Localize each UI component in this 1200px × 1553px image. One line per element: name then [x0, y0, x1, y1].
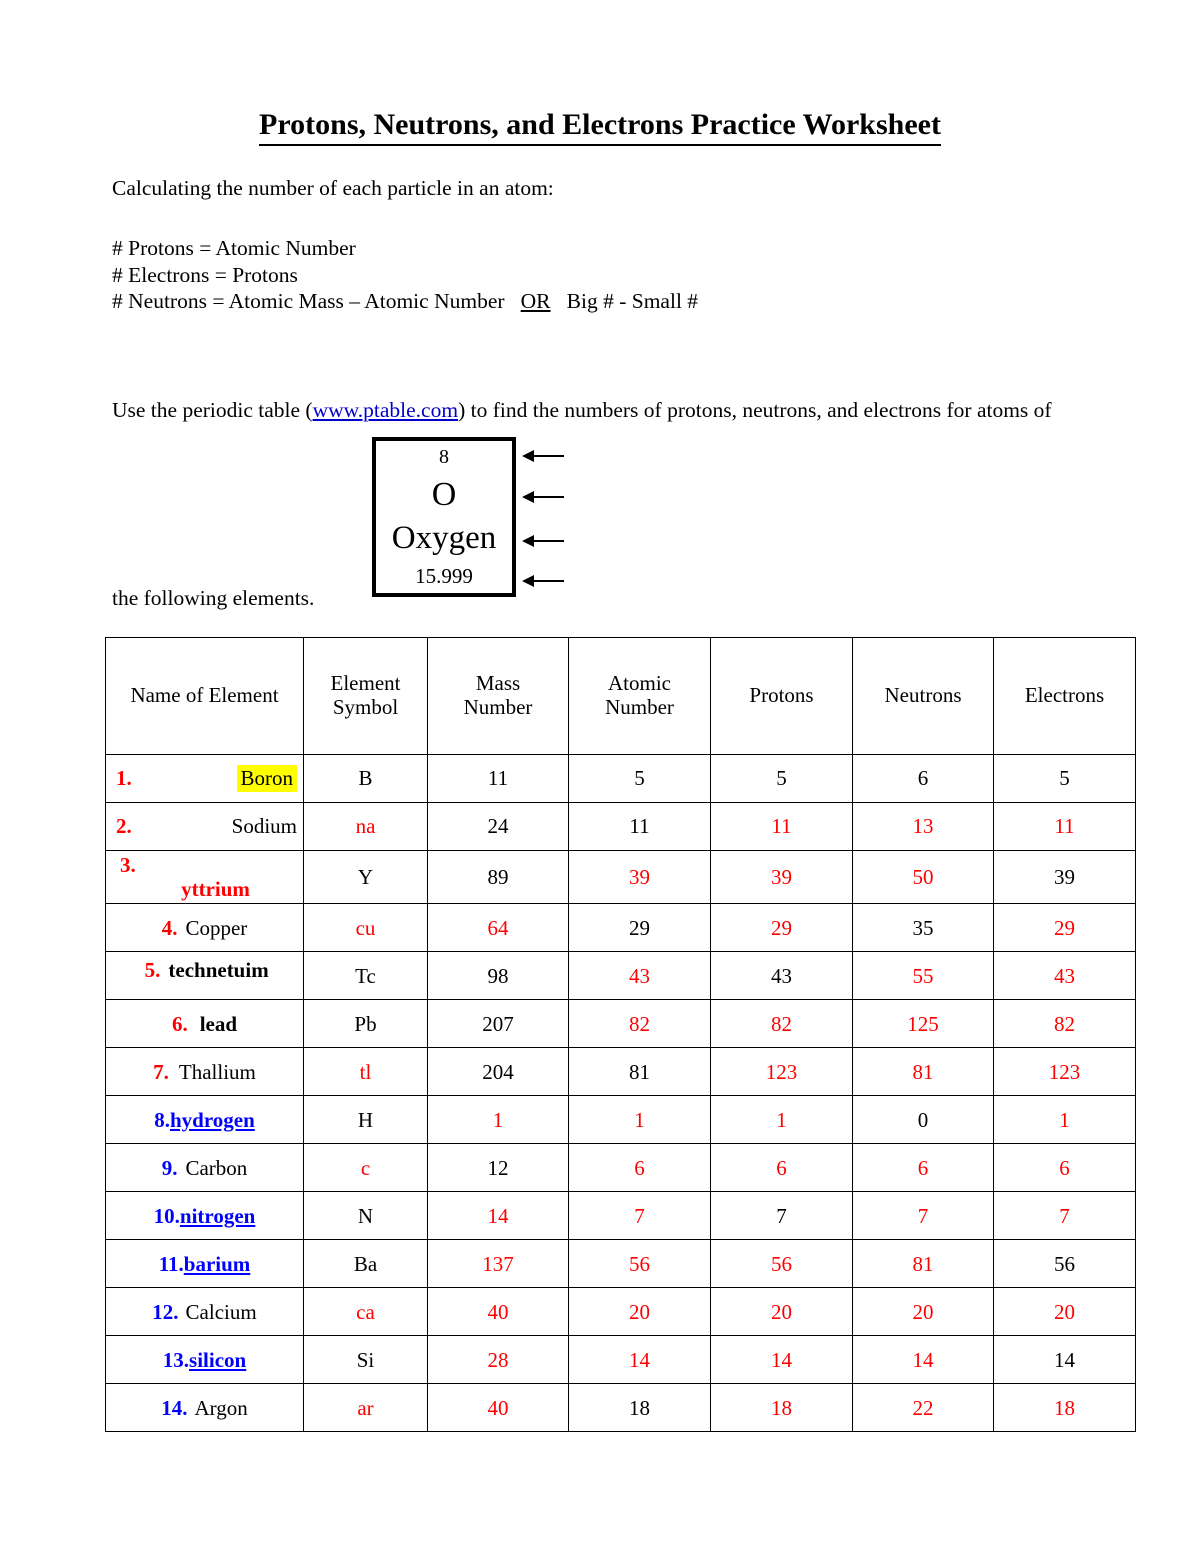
cell-protons: 14 [711, 1336, 853, 1384]
formula-protons: # Protons = Atomic Number [112, 236, 356, 260]
row-index: 11. [158, 1251, 184, 1276]
cell-electrons: 29 [994, 904, 1136, 952]
cell-protons: 18 [711, 1384, 853, 1432]
arrow-left-icon [520, 534, 564, 548]
cell-protons: 29 [711, 904, 853, 952]
element-name: hydrogen [169, 1107, 255, 1132]
row-index: 13. [162, 1347, 190, 1372]
cell-protons: 39 [711, 851, 853, 904]
cell-atomic-number: 81 [569, 1048, 711, 1096]
cell-electrons: 43 [994, 952, 1136, 1000]
cell-element-symbol: tl [304, 1048, 428, 1096]
cell-element-name [106, 1000, 304, 1048]
formula-neutrons-or: OR [520, 289, 551, 313]
cell-atomic-number: 6 [569, 1144, 711, 1192]
cell-atomic-number: 18 [569, 1384, 711, 1432]
table-row [106, 1144, 1136, 1192]
element-name: Carbon [185, 1155, 248, 1180]
cell-mass-number: 1 [428, 1096, 569, 1144]
table-row [106, 1384, 1136, 1432]
cell-electrons: 7 [994, 1192, 1136, 1240]
cell-atomic-number: 20 [569, 1288, 711, 1336]
table-row [106, 952, 1136, 1000]
arrow-left-icon [520, 574, 564, 588]
cell-electrons: 5 [994, 755, 1136, 803]
cell-atomic-number: 29 [569, 904, 711, 952]
row-index: 14. [161, 1395, 188, 1420]
cell-protons: 82 [711, 1000, 853, 1048]
row-index: 9. [161, 1155, 178, 1180]
cell-atomic-number: 5 [569, 755, 711, 803]
cell-element-name [106, 1288, 304, 1336]
cell-protons: 20 [711, 1288, 853, 1336]
table-row [106, 1336, 1136, 1384]
table-row [106, 1096, 1136, 1144]
cell-protons: 56 [711, 1240, 853, 1288]
instruction-line [112, 398, 1052, 423]
element-box-atomic-number: 8 [439, 446, 449, 468]
cell-neutrons: 81 [853, 1048, 994, 1096]
column-header-neutrons [853, 638, 994, 755]
cell-element-name [106, 755, 304, 803]
cell-neutrons: 6 [853, 755, 994, 803]
cell-mass-number: 98 [428, 952, 569, 1000]
table-row [106, 755, 1136, 803]
cell-element-name [106, 1192, 304, 1240]
table-row [106, 1048, 1136, 1096]
formula-electrons: # Electrons = Protons [112, 262, 298, 287]
instruction-after-link: ) to find the numbers of protons, neutrons, and electrons for atoms of [458, 398, 1052, 422]
cell-element-symbol: Pb [304, 1000, 428, 1048]
page-title [0, 108, 1200, 146]
row-index: 4. [161, 915, 178, 940]
formula-block [112, 235, 698, 315]
cell-electrons: 14 [994, 1336, 1136, 1384]
column-header-atomic-line1: Atomic [608, 671, 671, 696]
element-name: yttrium [181, 877, 250, 902]
cell-mass-number: 11 [428, 755, 569, 803]
column-header-name [106, 638, 304, 755]
cell-element-symbol: Si [304, 1336, 428, 1384]
cell-element-symbol: B [304, 755, 428, 803]
row-index: 3. [120, 853, 136, 877]
ptable-link[interactable]: www.ptable.com [312, 398, 459, 422]
cell-electrons: 20 [994, 1288, 1136, 1336]
cell-element-symbol: Tc [304, 952, 428, 1000]
element-box-atomic-mass: 15.999 [415, 563, 473, 588]
cell-atomic-number: 11 [569, 803, 711, 851]
cell-electrons: 6 [994, 1144, 1136, 1192]
row-index: 12. [152, 1299, 179, 1324]
row-index: 8. [154, 1107, 170, 1132]
cell-atomic-number: 7 [569, 1192, 711, 1240]
cell-mass-number: 40 [428, 1288, 569, 1336]
cell-neutrons: 35 [853, 904, 994, 952]
cell-mass-number: 64 [428, 904, 569, 952]
cell-atomic-number: 56 [569, 1240, 711, 1288]
element-name: Copper [185, 915, 248, 940]
element-name: Calcium [185, 1299, 257, 1324]
intro-text: Calculating the number of each particle in an atom: [112, 176, 554, 200]
cell-protons: 1 [711, 1096, 853, 1144]
row-index: 7. [153, 1059, 169, 1084]
cell-atomic-number: 1 [569, 1096, 711, 1144]
cell-element-name [106, 1048, 304, 1096]
element-box-diagram [372, 437, 516, 597]
table-row [106, 904, 1136, 952]
column-header-protons [711, 638, 853, 755]
cell-protons: 11 [711, 803, 853, 851]
element-box-arrows [520, 437, 570, 597]
cell-neutrons: 81 [853, 1240, 994, 1288]
row-index: 5. [144, 958, 161, 983]
column-header-atomic-number [569, 638, 711, 755]
cell-element-symbol: ca [304, 1288, 428, 1336]
element-name: barium [183, 1251, 251, 1276]
cell-neutrons: 20 [853, 1288, 994, 1336]
formula-neutrons [112, 288, 698, 315]
column-header-symbol [304, 638, 428, 755]
cell-neutrons: 14 [853, 1336, 994, 1384]
column-header-mass-line2: Number [463, 695, 533, 719]
cell-protons: 7 [711, 1192, 853, 1240]
cell-electrons: 123 [994, 1048, 1136, 1096]
cell-neutrons: 22 [853, 1384, 994, 1432]
cell-element-symbol: N [304, 1192, 428, 1240]
arrow-left-icon [520, 490, 564, 504]
cell-neutrons: 6 [853, 1144, 994, 1192]
column-header-atomic-line2: Number [605, 695, 674, 719]
column-header-electrons [994, 638, 1136, 755]
column-header-protons-line1: Protons [749, 683, 814, 708]
cell-mass-number: 40 [428, 1384, 569, 1432]
element-name: Argon [194, 1395, 248, 1420]
row-index: 1. [116, 766, 132, 791]
elements-table [105, 637, 1136, 1432]
instruction-before-link: Use the periodic table ( [112, 398, 313, 422]
column-header-symbol-line2: Symbol [332, 695, 399, 719]
cell-protons: 43 [711, 952, 853, 1000]
cell-atomic-number: 43 [569, 952, 711, 1000]
cell-neutrons: 0 [853, 1096, 994, 1144]
cell-mass-number: 12 [428, 1144, 569, 1192]
cell-mass-number: 28 [428, 1336, 569, 1384]
table-row [106, 1192, 1136, 1240]
cell-mass-number: 207 [428, 1000, 569, 1048]
cell-neutrons: 125 [853, 1000, 994, 1048]
cell-neutrons: 13 [853, 803, 994, 851]
cell-neutrons: 55 [853, 952, 994, 1000]
table-row [106, 1240, 1136, 1288]
formula-neutrons-main: # Neutrons = Atomic Mass – Atomic Number [112, 289, 505, 313]
page-title-text: Protons, Neutrons, and Electrons Practice Worksheet [259, 108, 941, 146]
element-name: silicon [189, 1347, 247, 1372]
cell-element-symbol: na [304, 803, 428, 851]
cell-element-name [106, 1336, 304, 1384]
row-index: 10. [153, 1203, 180, 1228]
cell-element-symbol: Y [304, 851, 428, 904]
cell-element-name [106, 851, 304, 904]
cell-neutrons: 50 [853, 851, 994, 904]
cell-element-name [106, 1096, 304, 1144]
element-box-name: Oxygen [391, 520, 497, 557]
column-header-electrons-line1: Electrons [1024, 683, 1105, 708]
cell-element-name [106, 952, 304, 1000]
cell-electrons: 1 [994, 1096, 1136, 1144]
row-index: 6. [171, 1011, 188, 1036]
cell-electrons: 11 [994, 803, 1136, 851]
table-header-row [106, 638, 1136, 755]
cell-element-symbol: H [304, 1096, 428, 1144]
element-name: technetuim [168, 958, 269, 983]
cell-mass-number: 89 [428, 851, 569, 904]
column-header-neutrons-line1: Neutrons [884, 683, 962, 708]
element-name: Sodium [231, 814, 297, 839]
cell-electrons: 39 [994, 851, 1136, 904]
element-name: lead [199, 1011, 238, 1036]
cell-mass-number: 14 [428, 1192, 569, 1240]
cell-element-symbol: ar [304, 1384, 428, 1432]
cell-mass-number: 137 [428, 1240, 569, 1288]
cell-mass-number: 204 [428, 1048, 569, 1096]
cell-element-name [106, 904, 304, 952]
table-row [106, 1288, 1136, 1336]
cell-protons: 123 [711, 1048, 853, 1096]
cell-element-symbol: cu [304, 904, 428, 952]
cell-protons: 5 [711, 755, 853, 803]
table-row [106, 851, 1136, 904]
column-header-mass-line1: Mass [475, 671, 521, 696]
cell-element-symbol: c [304, 1144, 428, 1192]
column-header-symbol-line1: Element [330, 671, 401, 696]
arrow-left-icon [520, 449, 564, 463]
row-index: 2. [116, 814, 132, 839]
cell-element-symbol: Ba [304, 1240, 428, 1288]
cell-atomic-number: 14 [569, 1336, 711, 1384]
cell-element-name [106, 803, 304, 851]
element-name: Boron [237, 765, 298, 791]
formula-neutrons-alt: Big # - Small # [566, 289, 699, 313]
cell-protons: 6 [711, 1144, 853, 1192]
cell-atomic-number: 82 [569, 1000, 711, 1048]
element-name: nitrogen [179, 1203, 256, 1228]
cell-electrons: 56 [994, 1240, 1136, 1288]
column-header-mass-number [428, 638, 569, 755]
cell-element-name [106, 1384, 304, 1432]
cell-element-name [106, 1240, 304, 1288]
table-row [106, 803, 1136, 851]
cell-atomic-number: 39 [569, 851, 711, 904]
closing-text: the following elements. [112, 586, 315, 610]
column-header-name-line1: Name of Element [130, 683, 279, 708]
table-row [106, 1000, 1136, 1048]
cell-electrons: 82 [994, 1000, 1136, 1048]
cell-neutrons: 7 [853, 1192, 994, 1240]
cell-element-name [106, 1144, 304, 1192]
cell-electrons: 18 [994, 1384, 1136, 1432]
element-name: Thallium [178, 1059, 256, 1084]
element-box-symbol: O [431, 475, 457, 513]
cell-mass-number: 24 [428, 803, 569, 851]
